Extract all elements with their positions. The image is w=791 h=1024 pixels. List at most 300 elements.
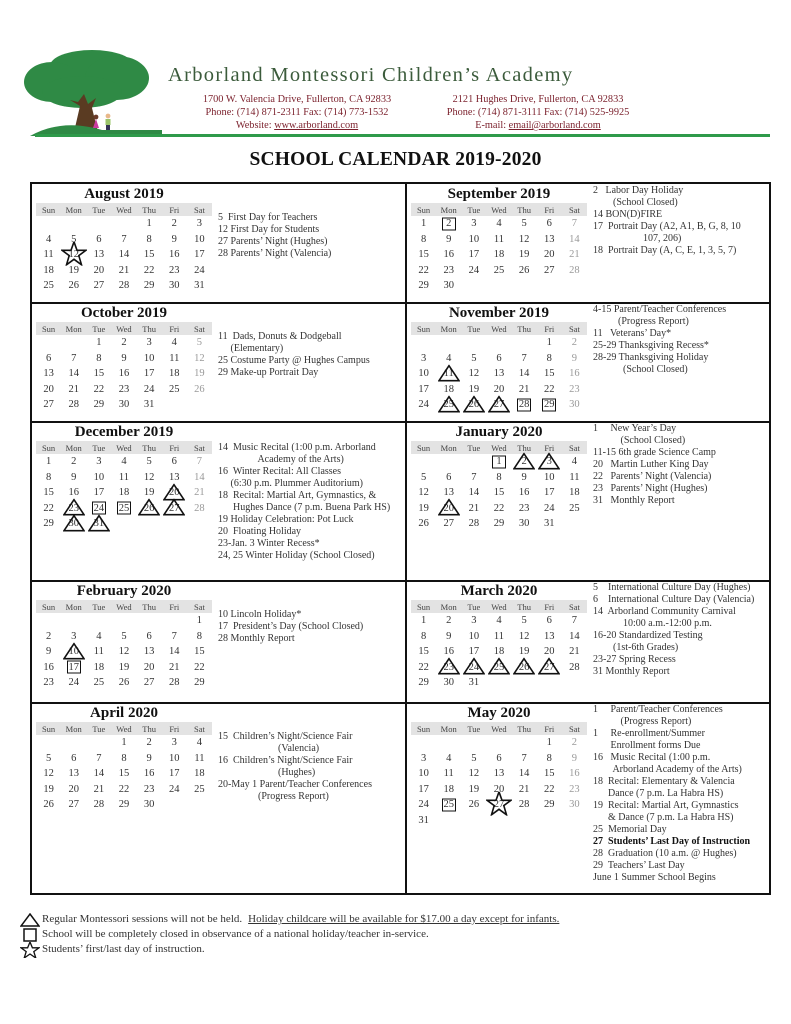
week-row: [36, 278, 212, 294]
empty-cell: [61, 335, 86, 350]
empty-cell: [61, 613, 86, 628]
legend: [20, 912, 559, 957]
day-cell: 21: [118, 264, 130, 276]
day-cell: 21: [68, 383, 79, 395]
week-row: [36, 516, 212, 532]
empty-cell: [562, 516, 587, 531]
day-cell: 11: [493, 630, 505, 642]
weekday-header: [411, 441, 587, 454]
day-cell: 6: [546, 218, 552, 230]
weekday-label: Mon: [440, 723, 457, 734]
day-cell: 9: [121, 352, 127, 364]
triangle-icon: [138, 499, 160, 516]
weekday-header: [36, 322, 212, 335]
day-cell: 26: [518, 264, 530, 276]
day-cell: 17: [468, 249, 480, 261]
month-calendar: [411, 705, 587, 828]
day-cell: 23: [569, 383, 580, 395]
day-cell: 30: [569, 799, 580, 811]
day-cell: 24: [143, 383, 155, 395]
empty-cell: [537, 675, 562, 690]
day-cell: 14: [68, 368, 79, 380]
day-cell: 13: [443, 487, 454, 499]
empty-cell: [111, 613, 136, 628]
day-cell: 5: [71, 233, 77, 245]
day-cell: 5: [121, 630, 127, 642]
weekday-label: Tue: [467, 442, 481, 453]
event-item: 1 New Year’s Day: [593, 423, 677, 434]
empty-cell: [461, 278, 486, 293]
day-cell: 9: [446, 233, 452, 245]
day-cell-no-session: 11: [436, 366, 461, 381]
day-cell: 1: [546, 337, 552, 349]
email-link[interactable]: email@arborland.com: [508, 120, 601, 131]
event-item: 18 Portrait Day (A, C, E, 1, 3, 5, 7): [593, 245, 737, 256]
day-cell: 28: [118, 280, 130, 292]
event-item: 31 Monthly Report: [593, 666, 670, 677]
event-item: Hughes Dance (7 p.m. Buena Park HS): [218, 502, 391, 513]
day-cell: 7: [96, 752, 102, 764]
weekday-label: Sat: [568, 204, 580, 215]
day-cell: 10: [194, 233, 205, 245]
day-cell: 8: [121, 752, 127, 764]
hughes-phone-fax: Phone: (714) 871-3111 Fax: (714) 525-9925: [446, 107, 630, 118]
day-cell: 28: [518, 799, 530, 811]
day-cell: 1: [96, 337, 102, 349]
weekday-label: Thu: [142, 601, 156, 612]
day-cell: 15: [418, 249, 429, 261]
empty-cell: [512, 335, 537, 350]
event-item: Arborland Academy of the Arts): [593, 764, 742, 775]
week-row: [411, 216, 587, 232]
weekday-label: Thu: [142, 204, 156, 215]
empty-cell: [512, 675, 537, 690]
week-row: [411, 501, 587, 517]
day-cell: 9: [45, 646, 52, 658]
week-row: [411, 454, 587, 470]
valencia-contact: [182, 93, 412, 132]
day-cell: 3: [171, 737, 177, 749]
triangle-icon: [538, 658, 560, 675]
day-cell: 12: [468, 368, 480, 380]
email-label: E-mail:: [475, 120, 509, 131]
day-cell-no-session: 3: [537, 454, 562, 469]
day-cell: 5: [521, 615, 527, 627]
weekday-label: Tue: [92, 723, 106, 734]
triangle-icon: [513, 658, 535, 675]
day-cell-no-session: 20: [162, 485, 187, 500]
day-cell: 18: [443, 383, 454, 395]
day-cell: 29: [118, 799, 130, 811]
event-item: (Progress Report): [593, 316, 689, 327]
day-cell: 9: [71, 471, 77, 483]
week-row: [411, 247, 587, 263]
day-cell: 28: [569, 661, 580, 673]
month-calendar: [36, 305, 212, 413]
day-cell: 19: [43, 783, 54, 795]
event-item: (School Closed): [593, 435, 686, 446]
day-cell: 14: [569, 233, 580, 245]
day-cell: 17: [418, 383, 429, 395]
empty-cell: [36, 613, 61, 628]
day-cell: 16: [68, 487, 79, 499]
weekday-label: Wed: [116, 323, 132, 334]
day-cell: 20: [493, 783, 505, 795]
day-cell-no-session: 31: [86, 516, 111, 531]
event-item: & Dance (7 p.m. La Habra HS): [593, 812, 734, 823]
day-cell-closed: 24: [86, 501, 111, 516]
weekday-header: [411, 203, 587, 216]
event-item: (1st-6th Grades): [593, 642, 679, 653]
valencia-phone-fax: Phone: (714) 871-2311 Fax: (714) 773-1532: [205, 107, 389, 118]
weekday-header: [36, 203, 212, 216]
day-cell: 8: [420, 630, 427, 642]
day-cell: 6: [546, 615, 552, 627]
event-item: 20-May 1 Parent/Teacher Conferences: [218, 779, 372, 790]
day-cell: 1: [196, 615, 203, 627]
week-row: [36, 454, 212, 470]
day-cell: 13: [544, 630, 555, 642]
day-cell: 11: [569, 471, 580, 483]
day-cell: 24: [418, 799, 429, 811]
weekday-label: Thu: [142, 323, 156, 334]
event-item: 17 President’s Day (School Closed): [218, 621, 364, 632]
event-item: 11 Dads, Donuts & Dodgeball: [218, 331, 342, 342]
day-cell: 24: [468, 264, 480, 276]
empty-cell: [486, 735, 511, 750]
event-item: 10:00 a.m.-12:00 p.m.: [593, 618, 712, 629]
weekday-label: Sun: [416, 723, 431, 734]
star-icon: [20, 943, 40, 957]
day-cell: 6: [96, 233, 102, 245]
weekday-label: Tue: [467, 323, 481, 334]
day-cell: 15: [418, 646, 429, 658]
day-cell: 11: [118, 471, 130, 483]
month-title: September 2019: [447, 186, 551, 202]
weekday-label: Wed: [491, 204, 507, 215]
weekday-label: Thu: [142, 723, 156, 734]
week-row: [36, 797, 212, 813]
day-cell: 5: [146, 456, 152, 468]
day-cell: 6: [146, 630, 152, 642]
weekday-label: Fri: [169, 723, 180, 734]
week-row: [411, 644, 587, 660]
week-row: [36, 232, 212, 248]
day-cell: 22: [493, 502, 505, 514]
weekday-label: Sun: [41, 723, 56, 734]
triangle-icon: [463, 658, 485, 675]
day-cell: 11: [43, 249, 54, 261]
event-item: 16 Music Recital (1:00 p.m.: [593, 752, 711, 763]
day-cell: 28: [93, 799, 105, 811]
weekday-label: Thu: [517, 723, 531, 734]
triangle-icon: [88, 514, 110, 531]
event-item: (Elementary): [218, 343, 284, 354]
day-cell: 10: [93, 471, 105, 483]
day-cell: 2: [121, 337, 127, 349]
day-cell: 13: [143, 646, 155, 658]
event-item: 29 Make-up Portrait Day: [218, 367, 319, 378]
day-cell: 3: [471, 218, 477, 230]
weekday-label: Wed: [491, 723, 507, 734]
day-cell: 9: [446, 630, 452, 642]
day-cell: 10: [468, 233, 480, 245]
day-cell: 22: [418, 661, 429, 673]
week-row: [36, 470, 212, 486]
day-cell: 14: [518, 368, 530, 380]
day-cell: 30: [518, 518, 530, 530]
day-cell: 28: [468, 518, 480, 530]
empty-cell: [36, 216, 61, 231]
week-row: [36, 501, 212, 517]
week-row: [36, 247, 212, 263]
day-cell: 27: [43, 399, 54, 411]
day-cell: 5: [471, 352, 477, 364]
day-cell-no-session: 25: [436, 397, 461, 412]
day-cell: 23: [118, 383, 130, 395]
event-item: 18 Recital: Martial Art, Gymnastics, &: [218, 490, 377, 501]
empty-cell: [36, 735, 61, 750]
weekday-label: Sat: [193, 442, 205, 453]
day-cell-no-session: 27: [162, 501, 187, 516]
event-item: 10 Lincoln Holiday*: [218, 609, 302, 620]
day-cell: 23: [143, 783, 155, 795]
weekday-label: Wed: [116, 442, 132, 453]
month-title: March 2020: [460, 583, 538, 599]
weekday-label: Sun: [41, 323, 56, 334]
event-item: Academy of the Arts): [218, 454, 344, 465]
weekday-label: Fri: [544, 323, 555, 334]
column-divider: [405, 184, 407, 893]
weekday-header: [36, 722, 212, 735]
events-list: [218, 212, 400, 260]
page-title: SCHOOL CALENDAR 2019-2020: [249, 149, 542, 170]
events-list: [593, 304, 775, 376]
day-cell: 15: [544, 768, 555, 780]
day-cell: 17: [93, 487, 105, 499]
day-cell: 4: [496, 615, 502, 627]
day-cell: 29: [418, 677, 429, 689]
day-cell: 16: [143, 768, 155, 780]
day-cell: 4: [196, 737, 203, 749]
day-cell: 10: [143, 352, 155, 364]
day-cell-closed: 29: [537, 397, 562, 412]
empty-cell: [486, 278, 511, 293]
day-cell: 21: [468, 502, 480, 514]
week-row: [411, 397, 587, 413]
weekday-label: Tue: [92, 204, 106, 215]
weekday-label: Fri: [544, 204, 555, 215]
event-item: 28 Parents’ Night (Valencia): [218, 248, 332, 259]
weekday-label: Sun: [41, 442, 56, 453]
day-cell: 18: [93, 661, 105, 673]
day-cell: 8: [420, 233, 427, 245]
weekday-header: [411, 722, 587, 735]
day-cell: 6: [171, 456, 177, 468]
empty-cell: [537, 278, 562, 293]
day-cell: 31: [544, 518, 555, 530]
day-cell: 1: [121, 737, 127, 749]
week-row: [411, 797, 587, 813]
event-item: (School Closed): [593, 197, 678, 208]
events-list: [593, 423, 775, 507]
week-row: [36, 397, 212, 413]
empty-cell: [411, 454, 436, 469]
day-cell-closed: 28: [512, 397, 537, 412]
week-row: [411, 766, 587, 782]
day-cell: 22: [143, 264, 155, 276]
event-item: (Progress Report): [218, 791, 329, 802]
day-cell: 18: [569, 487, 580, 499]
empty-cell: [461, 454, 486, 469]
event-item: 31 Monthly Report: [593, 495, 675, 506]
day-cell: 20: [493, 383, 505, 395]
event-item: 17 Portrait Day (A2, A1, B, G, 8, 10: [593, 221, 741, 232]
day-cell: 15: [93, 368, 105, 380]
day-cell-no-session: 27: [486, 397, 511, 412]
calendar-grid: [30, 182, 771, 895]
weekday-label: Thu: [517, 323, 531, 334]
triangle-icon: [163, 499, 185, 516]
day-cell-first-last: 12: [61, 247, 86, 262]
day-cell: 17: [544, 487, 555, 499]
day-cell: 18: [493, 646, 505, 658]
empty-cell: [411, 735, 436, 750]
day-cell: 25: [169, 383, 180, 395]
day-cell: 4: [496, 218, 502, 230]
event-item: 28 Monthly Report: [218, 633, 295, 644]
weekday-label: Thu: [517, 442, 531, 453]
triangle-icon: [513, 452, 535, 469]
weekday-label: Mon: [65, 323, 82, 334]
event-item: 4-15 Parent/Teacher Conferences: [593, 304, 727, 315]
week-row: [36, 766, 212, 782]
event-item: 5 First Day for Teachers: [218, 212, 318, 223]
weekday-label: Fri: [544, 723, 555, 734]
month-title: April 2020: [90, 705, 158, 721]
weekday-label: Wed: [116, 723, 132, 734]
empty-cell: [512, 278, 537, 293]
week-row: [36, 782, 212, 798]
week-row: [411, 675, 587, 691]
event-item: 16-20 Standardized Testing: [593, 630, 703, 641]
weekday-label: Mon: [440, 442, 457, 453]
week-row: [36, 613, 212, 629]
day-cell: 6: [496, 752, 502, 764]
empty-cell: [162, 613, 187, 628]
event-item: 2 Labor Day Holiday: [593, 185, 684, 196]
day-cell: 20: [43, 383, 54, 395]
empty-cell: [187, 797, 212, 812]
month-title: August 2019: [84, 186, 164, 202]
day-cell: 1: [146, 218, 152, 230]
empty-cell: [461, 813, 486, 828]
month-calendar: [411, 186, 587, 294]
day-cell: 31: [418, 814, 429, 826]
day-cell: 25: [194, 783, 205, 795]
weekday-label: Mon: [440, 323, 457, 334]
triangle-icon: [538, 452, 560, 469]
day-cell: 24: [418, 399, 429, 411]
triangle-icon: [63, 642, 85, 659]
empty-cell: [486, 335, 511, 350]
day-cell: 25: [93, 677, 105, 689]
weekday-label: Sat: [568, 442, 580, 453]
week-row: [36, 675, 212, 691]
week-row: [411, 382, 587, 398]
week-row: [411, 782, 587, 798]
week-row: [411, 751, 587, 767]
website-link[interactable]: www.arborland.com: [274, 120, 359, 131]
weekday-label: Sat: [193, 723, 205, 734]
triangle-icon: [488, 658, 510, 675]
weekday-header: [36, 600, 212, 613]
empty-cell: [86, 216, 111, 231]
day-cell: 13: [493, 768, 505, 780]
legend-star-text: Students’ first/last day of instruction.: [42, 943, 205, 955]
day-cell: 10: [418, 368, 429, 380]
weekday-label: Mon: [65, 442, 82, 453]
day-cell-no-session: 30: [61, 516, 86, 531]
tree-logo: [22, 48, 162, 138]
event-item: 14 Music Recital (1:00 p.m. Arborland: [218, 442, 376, 453]
weekday-label: Sat: [193, 601, 205, 612]
day-cell: 15: [544, 368, 555, 380]
day-cell: 24: [169, 783, 180, 795]
day-cell: 5: [420, 471, 427, 483]
event-item: 1 Re-enrollment/Summer: [593, 728, 705, 739]
day-cell: 6: [45, 352, 52, 364]
day-cell: 22: [43, 502, 54, 514]
day-cell: 21: [569, 646, 580, 658]
day-cell: 3: [96, 456, 102, 468]
day-cell: 13: [544, 233, 555, 245]
week-row: [411, 278, 587, 294]
events-list: [593, 582, 775, 678]
day-cell: 5: [471, 752, 477, 764]
day-cell: 2: [571, 737, 578, 749]
day-cell: 18: [493, 249, 505, 261]
day-cell: 10: [468, 630, 480, 642]
day-cell: 25: [43, 280, 54, 292]
empty-cell: [36, 335, 61, 350]
day-cell: 5: [521, 218, 527, 230]
day-cell: 14: [468, 487, 480, 499]
day-cell: 7: [521, 752, 527, 764]
week-row: [36, 366, 212, 382]
day-cell-no-session: 24: [461, 660, 486, 675]
day-cell: 23: [169, 264, 180, 276]
event-item: 29 Teachers’ Last Day: [593, 860, 685, 871]
day-cell: 26: [194, 383, 205, 395]
event-item: 12 First Day for Students: [218, 224, 320, 235]
day-cell: 16: [443, 249, 454, 261]
day-cell-closed: 1: [486, 454, 511, 469]
weekday-header: [36, 441, 212, 454]
event-item: 27 Parents’ Night (Hughes): [218, 236, 328, 247]
weekday-label: Sat: [193, 204, 205, 215]
event-item: (School Closed): [593, 364, 688, 375]
empty-cell: [86, 735, 111, 750]
day-cell: 29: [93, 399, 105, 411]
empty-cell: [162, 397, 187, 412]
empty-cell: [436, 735, 461, 750]
event-item: 23-27 Spring Recess: [593, 654, 676, 665]
empty-cell: [86, 613, 111, 628]
event-item: 25 Memorial Day: [593, 824, 667, 835]
day-cell-no-session: 26: [461, 397, 486, 412]
week-row: [411, 660, 587, 676]
